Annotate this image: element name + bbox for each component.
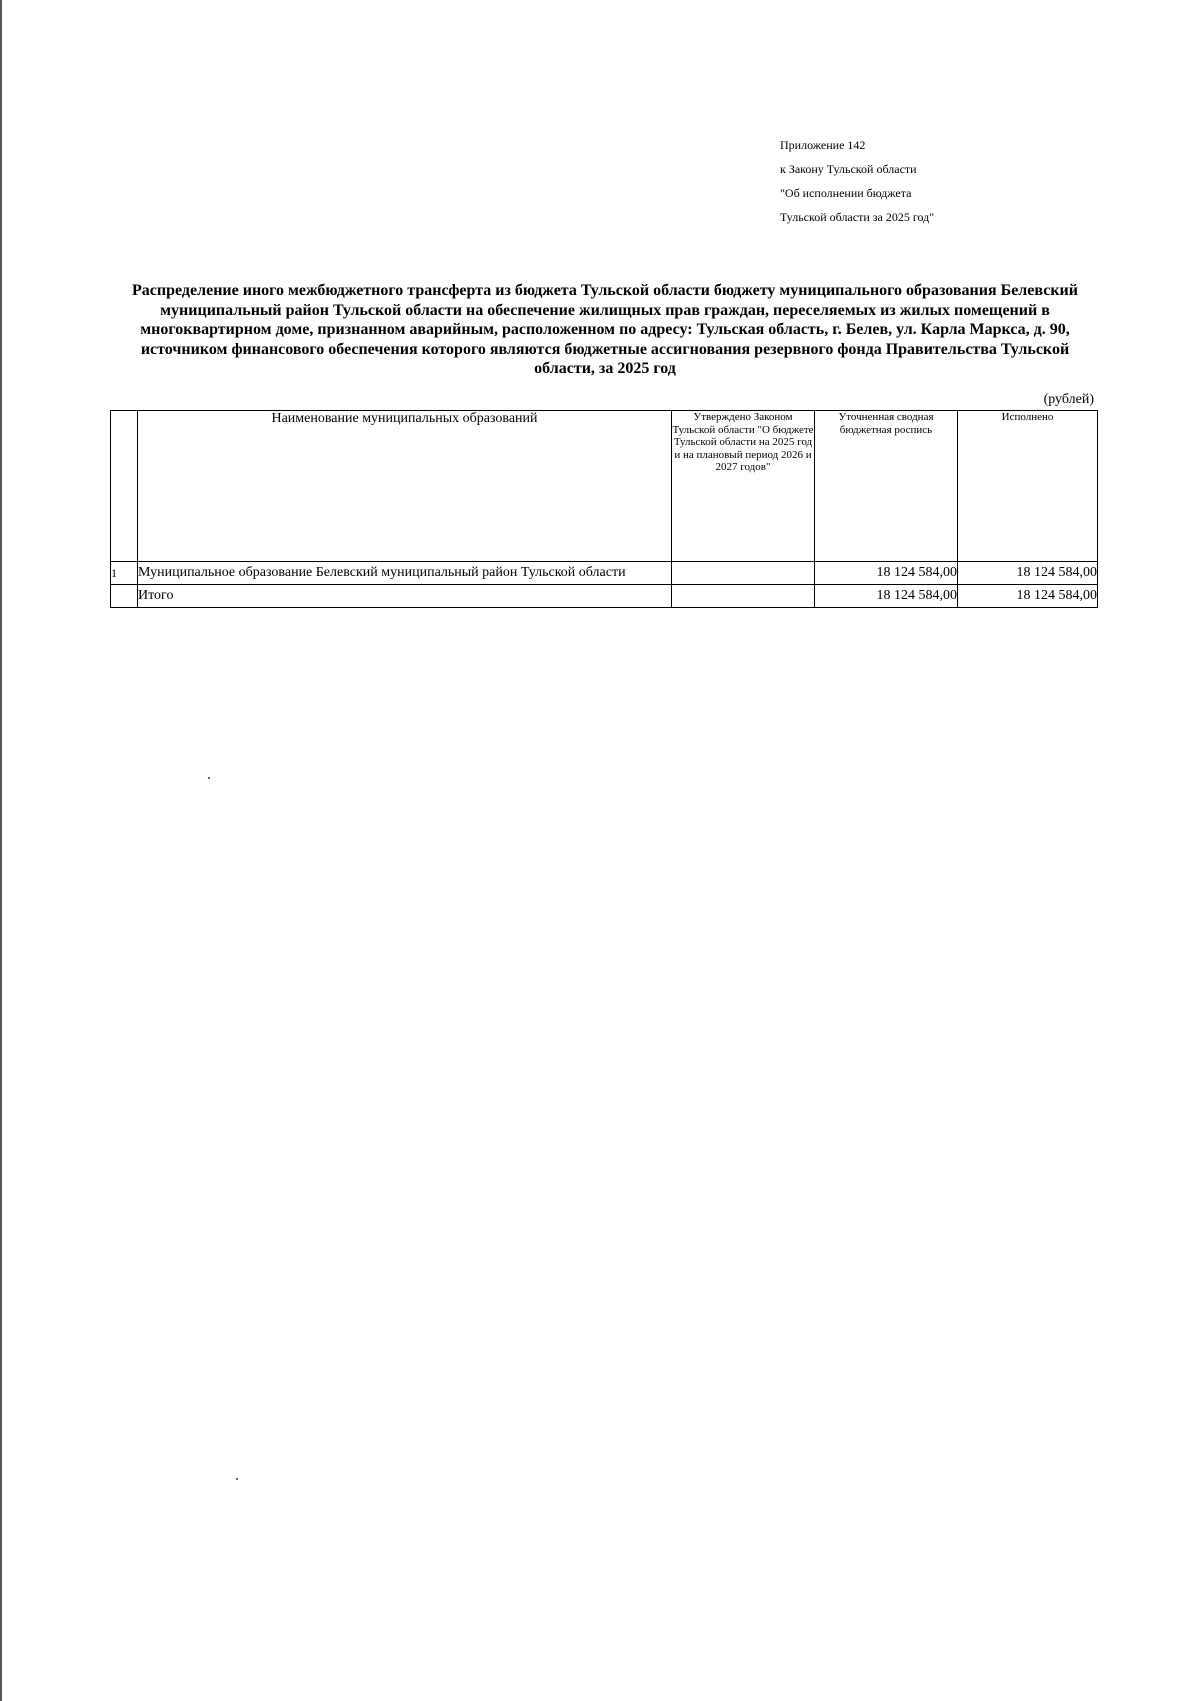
row-number: 1 (111, 562, 138, 585)
table-header-row (111, 411, 1098, 562)
units-label: (рублей) (1043, 392, 1094, 407)
row-refined: 18 124 584,00 (815, 562, 958, 585)
scan-speck (236, 1478, 238, 1480)
total-executed: 18 124 584,00 (958, 585, 1098, 608)
header-executed: Исполнено (958, 411, 1098, 562)
header-refined: Уточненная сводная бюджетная роспись (815, 411, 958, 562)
appendix-line-4: Тульской области за 2025 год" (780, 210, 935, 224)
table-row (111, 562, 1098, 585)
total-name: Итого (138, 585, 672, 608)
row-name: Муниципальное образование Белевский муниципальный район Тульской области (138, 562, 672, 585)
document-title: Распределение иного межбюджетного трансферта из бюджета Тульской области бюджету муниципального образования Белевский муниципальный район Тульской области на обеспечение жилищных прав граждан, переселяемых из жилых помещений в многоквартирном доме, признанном аварийным, расположенном по адресу: Тульская область, г. Белев, ул. Карла Маркса, д. 90, источником финансового обеспечения которого являются бюджетные ассигнования резервного фонда Правительства Тульской области, за 2025 год (132, 282, 1078, 377)
header-approved: Утверждено Законом Тульской области "О бюджете Тульской области на 2025 год и на плановый период 2026 и 2027 годов" (672, 411, 815, 562)
appendix-line-1: Приложение 142 (780, 138, 866, 152)
total-number (111, 585, 138, 608)
scan-speck (208, 777, 210, 779)
header-name: Наименование муниципальных образований (138, 411, 672, 562)
row-approved (672, 562, 815, 585)
appendix-line-3: "Об исполнении бюджета (780, 186, 912, 200)
scan-edge (0, 0, 2, 1701)
row-executed: 18 124 584,00 (958, 562, 1098, 585)
appendix-line-2: к Закону Тульской области (780, 162, 917, 176)
total-row (111, 585, 1098, 608)
header-number (111, 411, 138, 562)
total-refined: 18 124 584,00 (815, 585, 958, 608)
appendix-block (780, 133, 1190, 229)
budget-table (110, 410, 1098, 608)
total-approved (672, 585, 815, 608)
